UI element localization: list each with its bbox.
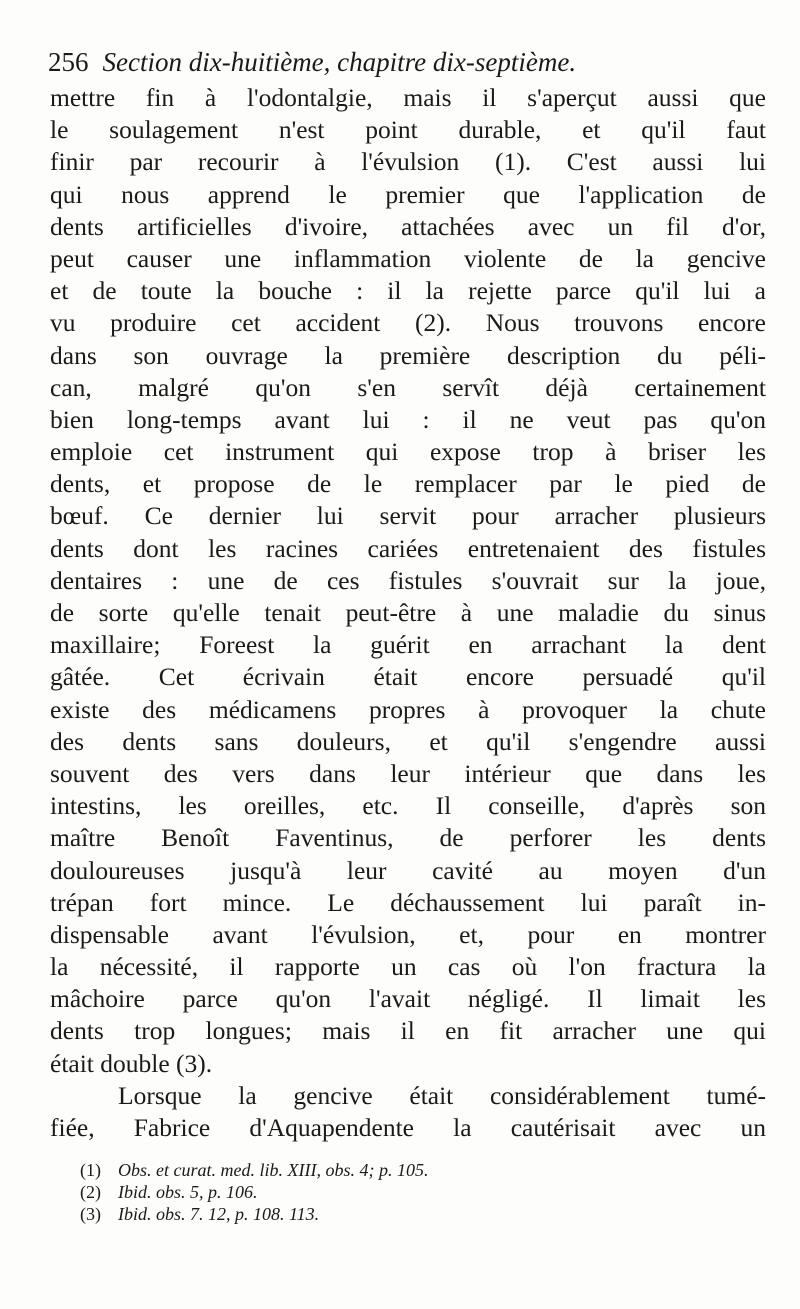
text-line: dispensable avant l'évulsion, et, pour en montrer: [50, 919, 766, 949]
text-line: mâchoire parce qu'on l'avait négligé. Il limait les: [50, 984, 766, 1014]
footnote-text: Ibid. obs. 5, p. 106.: [118, 1182, 258, 1202]
text-line: douloureuses jusqu'à leur cavité au moyen d'un: [50, 855, 766, 885]
text-line: gâtée. Cet écrivain était encore persuadé qu'il: [50, 662, 766, 692]
text-line: dentaires : une de ces fistules s'ouvrait sur la joue,: [50, 565, 766, 595]
text-line: maître Benoît Faventinus, de perforer les dents: [50, 823, 766, 853]
text-line: de sorte qu'elle tenait peut-être à une maladie du sinus: [50, 598, 766, 627]
running-head: [48, 40, 768, 84]
text-line: can, malgré qu'on s'en servît déjà certainement: [50, 372, 766, 402]
text-line: trépan fort mince. Le déchaussement lui paraît in-: [50, 887, 766, 917]
page-number: 256: [48, 47, 89, 77]
footnote: [80, 1159, 720, 1181]
text-line: maxillaire; Foreest la guérit en arrachant la dent: [50, 630, 766, 660]
text-line: mettre fin à l'odontalgie, mais il s'aperçut aussi que: [50, 83, 766, 112]
paragraph-first-line: Lorsque la gencive était considérablement tumé-: [118, 1080, 766, 1110]
text-line: des dents sans douleurs, et qu'il s'engendre aussi: [50, 726, 766, 756]
text-line: souvent des vers dans leur intérieur que dans les: [50, 758, 766, 788]
text-line: dans son ouvrage la première description du péli-: [50, 340, 766, 370]
running-head-title: Section dix-huitième, chapitre dix-septième.: [102, 47, 577, 77]
text-line: existe des médicamens propres à provoquer la chute: [50, 694, 766, 724]
text-line: fiée, Fabrice d'Aquapendente la cautérisait avec un: [50, 1113, 766, 1142]
text-line: finir par recourir à l'évulsion (1). C'est aussi lui: [50, 147, 766, 177]
text-line: intestins, les oreilles, etc. Il conseille, d'après son: [50, 791, 766, 821]
footnote-text: Obs. et curat. med. lib. XIII, obs. 4; p. 105.: [118, 1160, 429, 1180]
text-line: dents artificielles d'ivoire, attachées avec un fil d'or,: [50, 211, 766, 241]
body-text: [50, 82, 766, 1144]
text-line: dents, et propose de le remplacer par le pied de: [50, 469, 766, 499]
text-line: emploie cet instrument qui expose trop à briser les: [50, 437, 766, 467]
footnote-mark: (3): [80, 1204, 101, 1224]
text-line: et de toute la bouche : il la rejette parce qu'il lui a: [50, 276, 766, 306]
footnote-mark: (1): [80, 1160, 101, 1180]
footnote: [80, 1203, 720, 1225]
text-line: le soulagement n'est point durable, et qu'il faut: [50, 115, 766, 145]
text-line: vu produire cet accident (2). Nous trouvons encore: [50, 308, 766, 338]
footnote-text: Ibid. obs. 7. 12, p. 108. 113.: [118, 1204, 320, 1224]
text-line: dents dont les racines cariées entretenaient des fistules: [50, 533, 766, 563]
footnotes: [80, 1159, 720, 1225]
text-line: bœuf. Ce dernier lui servit pour arracher plusieurs: [50, 501, 766, 531]
footnote: [80, 1181, 720, 1203]
text-line: qui nous apprend le premier que l'application de: [50, 179, 766, 209]
text-line: la nécessité, il rapporte un cas où l'on fractura la: [50, 952, 766, 982]
text-line: était double (3).: [50, 1048, 213, 1078]
text-line: bien long-temps avant lui : il ne veut pas qu'on: [50, 404, 766, 434]
text-line: dents trop longues; mais il en fit arracher une qui: [50, 1016, 766, 1046]
text-line: peut causer une inflammation violente de la gencive: [50, 243, 766, 273]
footnote-mark: (2): [80, 1182, 101, 1202]
